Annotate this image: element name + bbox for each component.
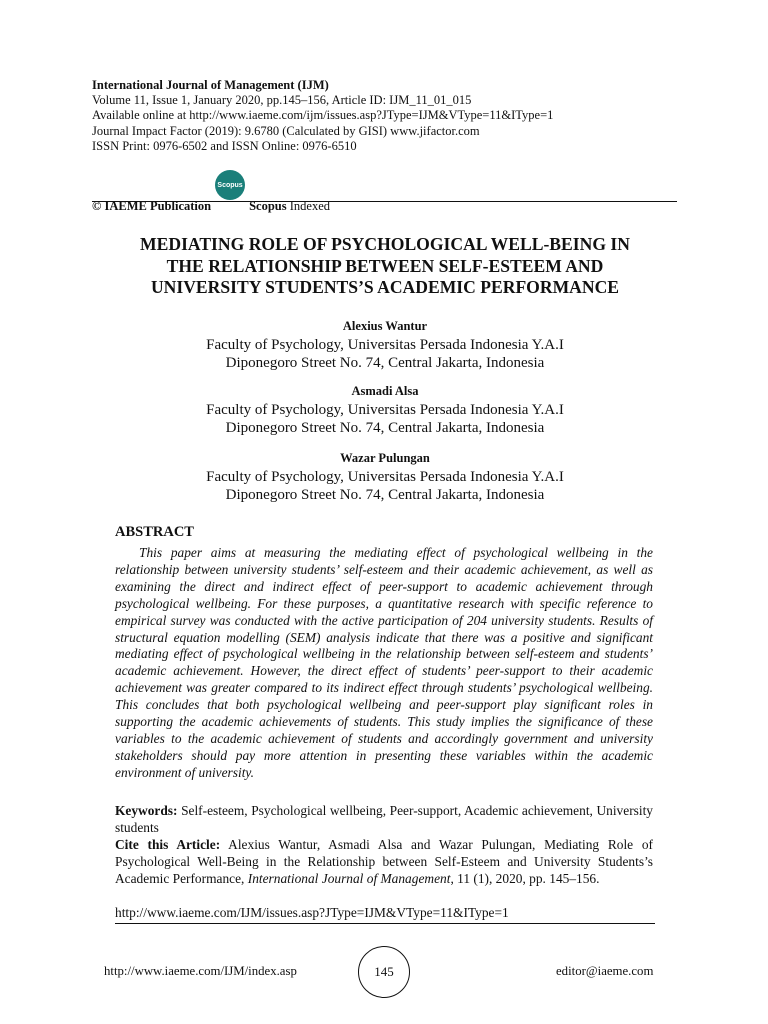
publisher: © IAEME Publication <box>92 199 212 213</box>
scopus-label: Scopus <box>249 199 287 213</box>
citation-divider <box>115 923 655 924</box>
citation-journal: International Journal of Management <box>247 870 451 886</box>
footer-url[interactable]: http://www.iaeme.com/IJM/index.asp <box>104 964 297 978</box>
available-online[interactable]: Available online at http://www.iaeme.com/ijm/issues.asp?JType=IJM&VType=11&IType=1 <box>92 108 554 123</box>
author-address: Diponegoro Street No. 74, Central Jakarta, Indonesia <box>225 487 545 503</box>
keywords-text: Self-esteem, Psychological wellbeing, Peer-support, Academic achievement, University students <box>115 803 653 835</box>
keywords <box>115 803 653 837</box>
header-divider <box>92 201 677 202</box>
author-block <box>100 448 670 504</box>
citation-tail: , 11 (1), 2020, pp. 145–156. <box>450 870 600 886</box>
keywords-label: Keywords: <box>115 803 178 818</box>
author-name: Alexius Wantur <box>342 319 428 333</box>
title-line: UNIVERSITY STUDENTS’S ACADEMIC PERFORMANCE <box>150 277 620 297</box>
author-name: Wazar Pulungan <box>340 451 430 465</box>
citation-text: Alexius Wantur, Asmadi Alsa and Wazar Pulungan, Mediating Role of Psychological Well-Being in the Relationship between Self-Esteem and University Students’s Academic Performance, <box>115 837 653 886</box>
author-affiliation: Faculty of Psychology, Universitas Persada Indonesia Y.A.I <box>206 402 564 418</box>
journal-name: International Journal of Management (IJM) <box>92 78 329 92</box>
citation-url[interactable]: http://www.iaeme.com/IJM/issues.asp?JType=IJM&VType=11&IType=1 <box>115 905 509 920</box>
author-address: Diponegoro Street No. 74, Central Jakarta, Indonesia <box>225 355 545 371</box>
impact-factor: Journal Impact Factor (2019): 9.6780 (Calculated by GISI) www.jifactor.com <box>92 123 480 138</box>
author-address: Diponegoro Street No. 74, Central Jakarta, Indonesia <box>225 420 545 436</box>
issn-info: ISSN Print: 0976-6502 and ISSN Online: 0976-6510 <box>92 138 357 153</box>
author-affiliation: Faculty of Psychology, Universitas Persada Indonesia Y.A.I <box>206 469 564 485</box>
abstract-text: This paper aims at measuring the mediating effect of psychological wellbeing in the relationship between university students’ self-esteem and their academic achievement, as well as examining the direct and indirect effect of peer-support to academic achievement through psychological wellbeing. For these purposes, a quantitative research with specific reference to empirical survey was conducted with the active participation of 204 university students. Results of structural equation modelling (SEM) analysis indicate that there was a positive and significant mediating effect of psychological wellbeing in the relationship between self-esteem and students’ academic achievement. However, the direct effect of students’ peer-support to their academic achievement was greater compared to its indirect effect through students’ psychological wellbeing. This concludes that both psychological wellbeing and peer-support play significant roles in supporting the academic achievements of students. This study implies the significance of these variables to the academic achievement of students and accordingly government and university stakeholders should pay more attention in presenting these variables within the academic environment of university. <box>115 545 653 780</box>
publication-line <box>92 182 330 214</box>
indexed-label: Indexed <box>286 199 330 213</box>
paper-title <box>80 234 690 299</box>
citation <box>115 837 653 888</box>
abstract-heading: ABSTRACT <box>115 524 194 540</box>
citation-label: Cite this Article: <box>115 837 221 852</box>
scopus-logo-icon: Scopus <box>215 170 245 200</box>
footer-email[interactable]: editor@iaeme.com <box>556 964 654 978</box>
author-block <box>100 381 670 437</box>
volume-info: Volume 11, Issue 1, January 2020, pp.145–156, Article ID: IJM_11_01_015 <box>92 93 472 108</box>
author-affiliation: Faculty of Psychology, Universitas Persada Indonesia Y.A.I <box>206 337 564 353</box>
title-line: THE RELATIONSHIP BETWEEN SELF-ESTEEM AND <box>166 255 604 276</box>
author-block <box>100 316 670 372</box>
journal-header <box>92 78 682 154</box>
page-number: 145 <box>358 946 410 998</box>
title-line: MEDIATING ROLE OF PSYCHOLOGICAL WELL-BEING IN <box>140 234 630 254</box>
author-name: Asmadi Alsa <box>351 384 419 398</box>
